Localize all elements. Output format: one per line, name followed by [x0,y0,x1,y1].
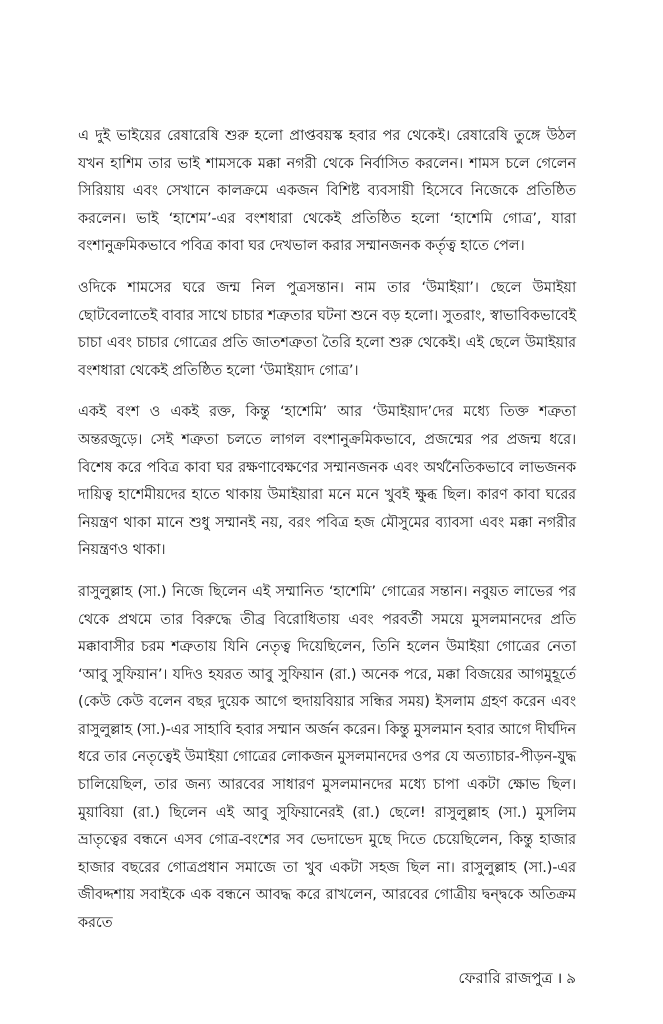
page-body [78,122,576,951]
footer-book-title: ফেরারি রাজপুত্র [458,969,553,987]
footer-separator: । [556,969,563,987]
paragraph-4: রাসুলুল্লাহ (সা.) নিজে ছিলেন এই সম্মানিত ‘হাশেমি’ গোত্রের সন্তান। নবুয়ত লাভের পর থেকে প্রথমে তার বিরুদ্ধে তীব্র বিরোধিতায় এবং পরবর্তী সময়ে মুসলমানদের প্রতি মক্কাবাসীর চরম শত্রুতায় যিনি নেতৃত্ব দিয়েছিলেন, তিনি হলেন উমাইয়া গোত্রের নেতা ‘আবু সুফিয়ান’। যদিও হযরত আবু সুফিয়ান (রা.) অনেক পরে, মক্কা বিজয়ের আগমুহূর্তে (কেউ কেউ বলেন বছর দুয়েক আগে হুদায়বিয়ার সন্ধির সময়) ইসলাম গ্রহণ করেন এবং রাসুলুল্লাহ (সা.)-এর সাহাবি হবার সম্মান অর্জন করেন। কিন্তু মুসলমান হবার আগে দীর্ঘদিন ধরে তার নেতৃত্বেই উমাইয়া গোত্রের লোকজন মুসলমানদের ওপর যে অত্যাচার-পীড়ন-যুদ্ধ চালিয়েছিল, তার জন্য আরবের সাধারণ মুসলমানদের মধ্যে চাপা একটা ক্ষোভ ছিল। মুয়াবিয়া (রা.) ছিলেন এই আবু সুফিয়ানেরই (রা.) ছেলে! রাসুলুল্লাহ (সা.) মুসলিম ভ্রাতৃত্বের বন্ধনে এসব গোত্র-বংশের সব ভেদাভেদ মুছে দিতে চেয়েছিলেন, কিন্তু হাজার হাজার বছরের গোত্রপ্রধান সমাজে তা খুব একটা সহজ ছিল না। রাসুলুল্লাহ (সা.)-এর জীবদ্দশায় সবাইকে এক বন্ধনে আবদ্ধ করে রাখলেন, আরবের গোত্রীয় দ্বন্দ্বকে অতিক্রম করতে [78,582,576,932]
page-footer [458,968,576,988]
paragraph-1: এ দুই ভাইয়ের রেষারেষি শুরু হলো প্রাপ্তবয়স্ক হবার পর থেকেই। রেষারেষি তুঙ্গে উঠল যখন হাশিম তার ভাই শামসকে মক্কা নগরী থেকে নির্বাসিত করলেন। শামস চলে গেলেন সিরিয়ায় এবং সেখানে কালক্রমে একজন বিশিষ্ট ব্যবসায়ী হিসেবে নিজেকে প্রতিষ্ঠিত করলেন। ভাই ‘হাশেম’-এর বংশধারা থেকেই প্রতিষ্ঠিত হলো ‘হাশেমি গোত্র’, যারা বংশানুক্রমিকভাবে পবিত্র কাবা ঘর দেখভাল করার সম্মানজনক কর্তৃত্ব হাতে পেল। [78,127,576,255]
paragraph-3: একই বংশ ও একই রক্ত, কিন্তু ‘হাশেমি’ আর ‘উমাইয়াদ’দের মধ্যে তিক্ত শত্রুতা অন্তরজুড়ে। সেই শত্রুতা চলতে লাগল বংশানুক্রমিকভাবে, প্রজন্মের পর প্রজন্ম ধরে। বিশেষ করে পবিত্র কাবা ঘর রক্ষণাবেক্ষণের সম্মানজনক এবং অর্থনৈতিকভাবে লাভজনক দায়িত্ব হাশেমীয়দের হাতে থাকায় উমাইয়ারা মনে মনে খুবই ক্ষুব্ধ ছিল। কারণ কাবা ঘরের নিয়ন্ত্রণ থাকা মানে শুধু সম্মানই নয়, বরং পবিত্র হজ মৌসুমের ব্যাবসা এবং মক্কা নগরীর নিয়ন্ত্রণও থাকা। [78,403,576,559]
paragraph-2: ওদিকে শামসের ঘরে জন্ম নিল পুত্রসন্তান। নাম তার ‘উমাইয়া’। ছেলে উমাইয়া ছোটবেলাতেই বাবার সাথে চাচার শত্রুতার ঘটনা শুনে বড় হলো। সুতরাং, স্বাভাবিকভাবেই চাচা এবং চাচার গোত্রের প্রতি জাতশত্রুতা তৈরি হলো শুরু থেকেই। এই ছেলে উমাইয়ার বংশধারা থেকেই প্রতিষ্ঠিত হলো ‘উমাইয়াদ গোত্র’। [78,278,576,379]
page-number: ৯ [566,969,576,987]
